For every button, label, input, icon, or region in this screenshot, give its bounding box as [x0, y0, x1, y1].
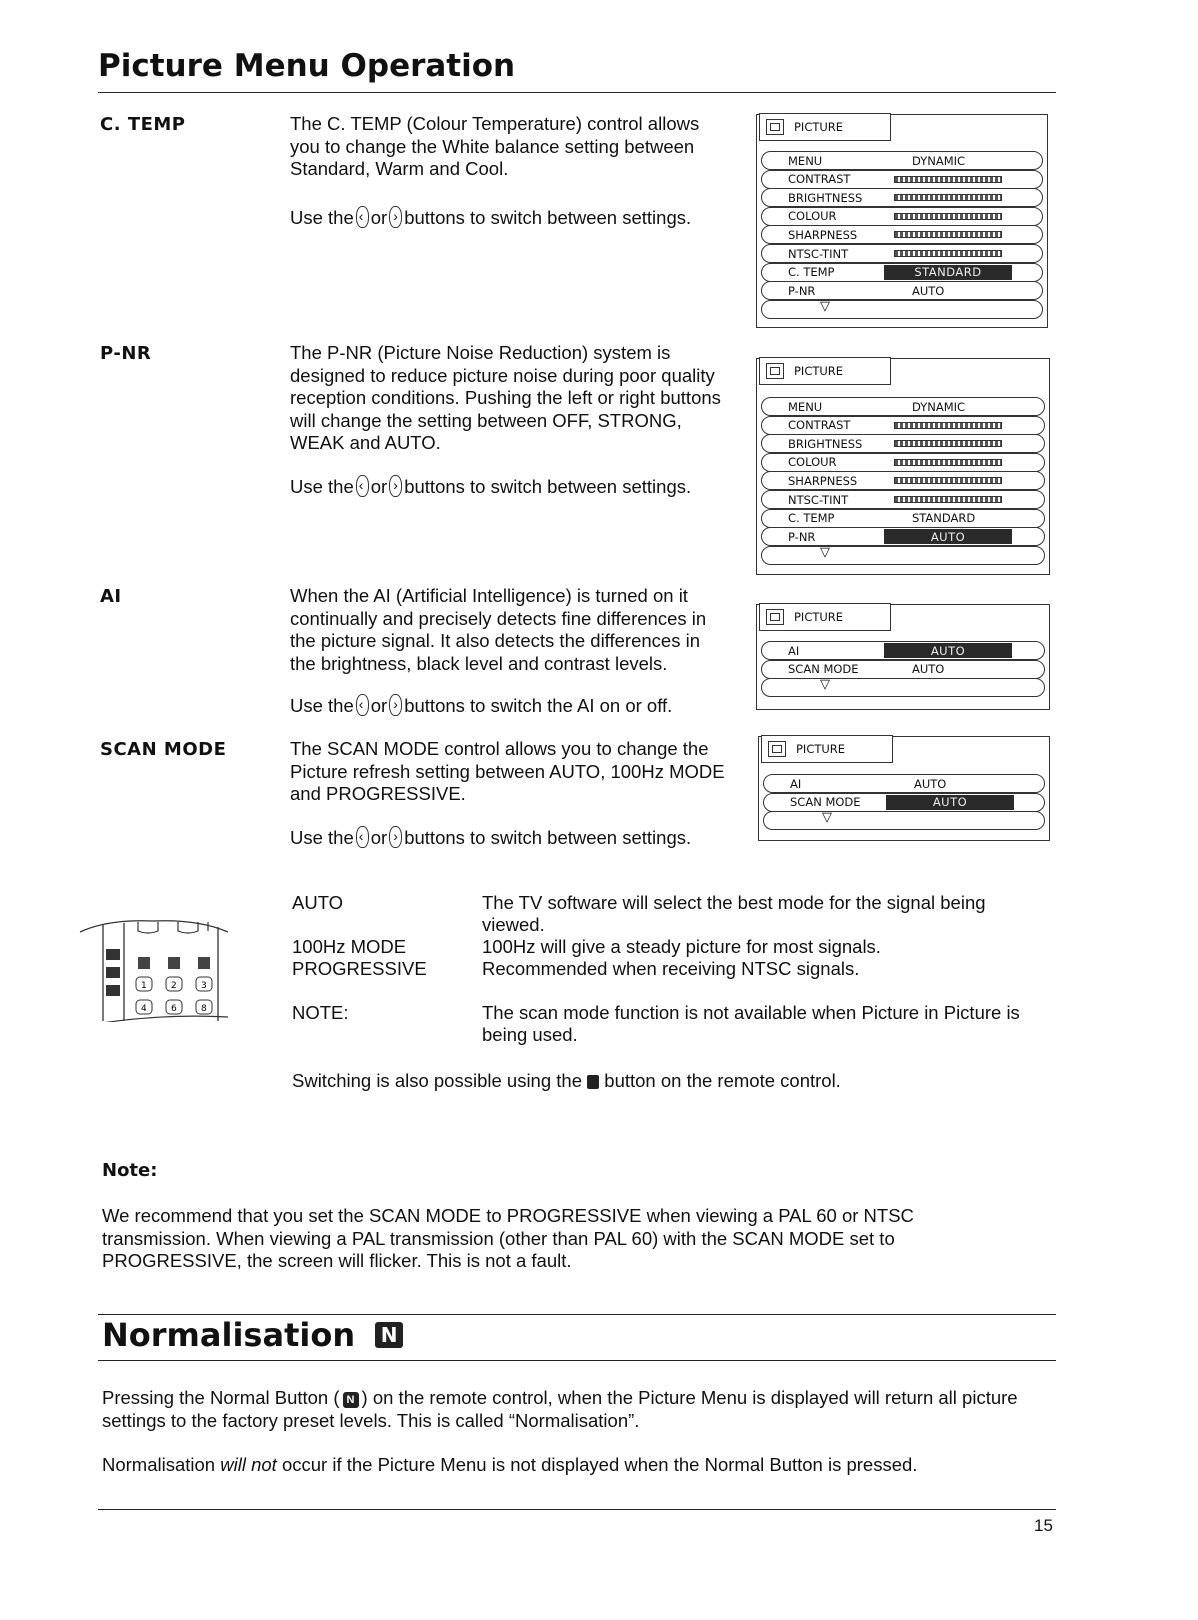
picture-menu-ai: [756, 604, 1050, 710]
menu-row-label: SCAN MODE: [790, 795, 861, 810]
menu-row-label: MENU: [788, 399, 823, 414]
screen-icon: [766, 609, 784, 625]
menu-row-label: BRIGHTNESS: [788, 436, 863, 451]
note-text: We recommend that you set the SCAN MODE to PROGRESSIVE when viewing a PAL 60 or NTSC transmission. When viewing a PAL transmission (other than PAL 60) with the SCAN MODE set to PROGRESSIVE, the screen will flicker. This is not a fault.: [102, 1205, 914, 1271]
p1-suffix: ) on the remote control, when the Picture Menu is displayed will return all picture settings to the factory preset levels. This is called “Normalisation”.: [102, 1387, 1018, 1431]
pnr-use-suffix: buttons to switch between settings.: [404, 476, 692, 497]
picture-menu-ctemp: [756, 114, 1048, 328]
right-button-icon: [389, 826, 402, 848]
menu-row-brightness[interactable]: [761, 188, 1043, 207]
mode-desc: Recommended when receiving NTSC signals.: [482, 958, 860, 979]
note-heading: Note:: [102, 1160, 158, 1181]
progressive-button-icon: [587, 1075, 599, 1089]
ai-desc-text: When the AI (Artificial Intelligence) is turned on it continually and precisely detects fine differences in the picture signal. It also detects the differences in the brightness, black level and contrast levels.: [290, 585, 707, 674]
menu-row-menu[interactable]: [761, 151, 1043, 170]
page-number: 15: [1034, 1516, 1053, 1535]
menu-row-value: STANDARD: [912, 511, 976, 526]
level-bar: [894, 477, 1002, 484]
menu-row-label: CONTRAST: [788, 418, 851, 433]
mode-desc: 100Hz will give a steady picture for most signals.: [482, 936, 881, 957]
menu-row-label: CONTRAST: [788, 172, 851, 187]
mode-name: NOTE:: [292, 1002, 349, 1023]
ai-use-or: or: [370, 695, 388, 716]
down-arrow-icon: ▽: [820, 544, 830, 560]
menu-row-c-temp[interactable]: [761, 263, 1043, 282]
menu-row-label: NTSC-TINT: [788, 246, 849, 261]
scan-desc-text: The SCAN MODE control allows you to change the Picture refresh setting between AUTO, 100Hz MODE and PROGRESSIVE.: [290, 738, 725, 804]
ctemp-label: C. TEMP: [100, 114, 186, 135]
menu-row-scan-mode[interactable]: [761, 660, 1045, 679]
menu-scroll-row[interactable]: [763, 811, 1045, 830]
menu-row-sharpness[interactable]: [761, 225, 1043, 244]
menu-row-colour[interactable]: [761, 453, 1045, 472]
switching-suffix: button on the remote control.: [604, 1070, 841, 1091]
left-button-icon: [356, 206, 369, 228]
title-rule: [98, 92, 1056, 93]
level-bar: [894, 496, 1002, 503]
menu-row-label: COLOUR: [788, 209, 837, 224]
menu-tab: [759, 603, 891, 631]
ctemp-use-suffix: buttons to switch between settings.: [404, 207, 692, 228]
p2-suffix: occur if the Picture Menu is not displayed when the Normal Button is pressed.: [276, 1454, 918, 1475]
menu-row-brightness[interactable]: [761, 434, 1045, 453]
ai-use-prefix: Use the: [290, 695, 354, 716]
menu-row-label: P-NR: [788, 283, 816, 298]
menu-row-label: SHARPNESS: [788, 227, 858, 242]
mode-desc: The TV software will select the best mode for the signal being viewed.: [482, 892, 986, 935]
normalisation-title: [102, 1316, 403, 1354]
level-bar: [894, 231, 1002, 238]
p2-emphasis: will not: [220, 1454, 277, 1475]
pnr-label: P-NR: [100, 343, 152, 364]
normalisation-paragraph-2: [102, 1454, 1022, 1477]
menu-tab: [759, 357, 891, 385]
scan-use-suffix: buttons to switch between settings.: [404, 827, 692, 848]
menu-row-value: AUTO: [912, 662, 945, 677]
footer-rule: [98, 1509, 1056, 1510]
menu-row-label: BRIGHTNESS: [788, 190, 863, 205]
picture-menu-pnr: [756, 358, 1050, 575]
menu-tab: [759, 113, 891, 141]
menu-tab-label: PICTURE: [794, 610, 844, 624]
ai-description: [290, 585, 730, 675]
pnr-use-prefix: Use the: [290, 476, 354, 497]
menu-scroll-row[interactable]: [761, 300, 1043, 319]
svg-text:3: 3: [201, 981, 207, 991]
scan-mode-label: SCAN MODE: [100, 739, 227, 760]
level-bar: [894, 176, 1002, 183]
mode-row-100hz: [292, 936, 1052, 958]
scan-use-prefix: Use the: [290, 827, 354, 848]
left-button-icon: [356, 826, 369, 848]
menu-row-label: SCAN MODE: [788, 662, 859, 677]
down-arrow-icon: ▽: [820, 677, 830, 693]
level-bar: [894, 440, 1002, 447]
menu-row-label: P-NR: [788, 529, 816, 544]
pnr-desc-text: The P-NR (Picture Noise Reduction) system is designed to reduce picture noise during poor quality reception conditions. Pushing the left or right buttons will change the setting between OFF, STRONG, WEAK and AUTO.: [290, 342, 721, 453]
mode-row-note: [292, 980, 1052, 1046]
menu-row-label: C. TEMP: [788, 265, 835, 280]
normalisation-title-text: Normalisation: [102, 1316, 356, 1354]
mode-name: AUTO: [292, 892, 344, 913]
ai-label: AI: [100, 586, 122, 607]
svg-text:4: 4: [141, 1004, 147, 1014]
switching-note: [292, 1070, 992, 1093]
pnr-description: [290, 342, 740, 455]
screen-icon: [768, 741, 786, 757]
down-arrow-icon: ▽: [820, 298, 830, 314]
menu-scroll-row[interactable]: [761, 678, 1045, 697]
picture-menu-scan-mode: [758, 736, 1050, 841]
menu-row-ai[interactable]: [761, 641, 1045, 660]
menu-row-p-nr[interactable]: [761, 281, 1043, 300]
down-arrow-icon: ▽: [822, 810, 832, 826]
normalisation-rule: [98, 1360, 1056, 1361]
mode-name: PROGRESSIVE: [292, 958, 427, 979]
ctemp-description: [290, 113, 730, 181]
menu-row-scan-mode[interactable]: [763, 793, 1045, 812]
menu-tab-label: PICTURE: [796, 742, 846, 756]
pnr-usage: [290, 475, 740, 499]
menu-tab-label: PICTURE: [794, 120, 844, 134]
menu-row-label: AI: [788, 643, 800, 658]
svg-text:1: 1: [141, 981, 147, 991]
ctemp-usage: [290, 206, 740, 230]
level-bar: [894, 459, 1002, 466]
menu-row-contrast[interactable]: [761, 170, 1043, 189]
ai-use-suffix: buttons to switch the AI on or off.: [404, 695, 673, 716]
menu-row-ntsc-tint[interactable]: [761, 244, 1043, 263]
menu-tab-label: PICTURE: [794, 364, 844, 378]
menu-row-p-nr[interactable]: [761, 527, 1045, 546]
scan-use-or: or: [370, 827, 388, 848]
selected-value: AUTO: [884, 643, 1012, 658]
right-button-icon: [389, 694, 402, 716]
page-title: Picture Menu Operation: [98, 48, 516, 84]
selected-value: AUTO: [884, 529, 1012, 544]
svg-text:6: 6: [171, 1004, 177, 1014]
mode-row-auto: [292, 892, 1052, 936]
selected-value: STANDARD: [884, 265, 1012, 280]
p1-prefix: Pressing the Normal Button (: [102, 1387, 340, 1408]
screen-icon: [766, 363, 784, 379]
screen-icon: [766, 119, 784, 135]
menu-row-label: C. TEMP: [788, 511, 835, 526]
right-button-icon: [389, 206, 402, 228]
normal-button-icon: N: [375, 1322, 403, 1348]
menu-row-label: NTSC-TINT: [788, 492, 849, 507]
menu-row-value: AUTO: [914, 776, 947, 791]
switching-prefix: Switching is also possible using the: [292, 1070, 582, 1091]
scan-mode-table: [292, 892, 1052, 1046]
selected-value: AUTO: [886, 795, 1014, 810]
svg-text:8: 8: [201, 1004, 207, 1014]
menu-row-label: MENU: [788, 153, 823, 168]
menu-row-label: COLOUR: [788, 455, 837, 470]
scan-mode-usage: [290, 826, 740, 850]
level-bar: [894, 213, 1002, 220]
section-rule: [98, 1314, 1056, 1315]
level-bar: [894, 422, 1002, 429]
menu-row-label: AI: [790, 776, 802, 791]
menu-row-colour[interactable]: [761, 207, 1043, 226]
level-bar: [894, 250, 1002, 257]
menu-scroll-row[interactable]: [761, 546, 1045, 565]
right-button-icon: [389, 475, 402, 497]
left-button-icon: [356, 694, 369, 716]
menu-row-menu[interactable]: [761, 397, 1045, 416]
menu-row-ntsc-tint[interactable]: [761, 490, 1045, 509]
menu-row-value: DYNAMIC: [912, 399, 966, 414]
menu-row-value: DYNAMIC: [912, 153, 966, 168]
menu-row-contrast[interactable]: [761, 416, 1045, 435]
mode-desc: The scan mode function is not available when Picture in Picture is being used.: [482, 1002, 1020, 1045]
menu-tab: [761, 735, 893, 763]
pnr-use-or: or: [370, 476, 388, 497]
mode-row-progressive: [292, 958, 1052, 980]
normal-button-icon: N: [343, 1392, 359, 1408]
menu-row-value: AUTO: [912, 283, 945, 298]
ai-usage: [290, 694, 740, 718]
p2-prefix: Normalisation: [102, 1454, 221, 1475]
menu-row-label: SHARPNESS: [788, 473, 858, 488]
level-bar: [894, 194, 1002, 201]
ctemp-use-or: or: [370, 207, 388, 228]
menu-row-c-temp[interactable]: [761, 509, 1045, 528]
ctemp-use-prefix: Use the: [290, 207, 354, 228]
ctemp-desc-text: The C. TEMP (Colour Temperature) control allows you to change the White balance setting between Standard, Warm and Cool.: [290, 113, 700, 179]
scan-mode-description: [290, 738, 740, 806]
remote-control-icon: [78, 917, 228, 1022]
menu-row-ai[interactable]: [763, 774, 1045, 793]
menu-row-sharpness[interactable]: [761, 471, 1045, 490]
left-button-icon: [356, 475, 369, 497]
mode-name: 100Hz MODE: [292, 936, 407, 957]
normalisation-paragraph-1: [102, 1387, 1022, 1432]
svg-text:2: 2: [171, 981, 177, 991]
